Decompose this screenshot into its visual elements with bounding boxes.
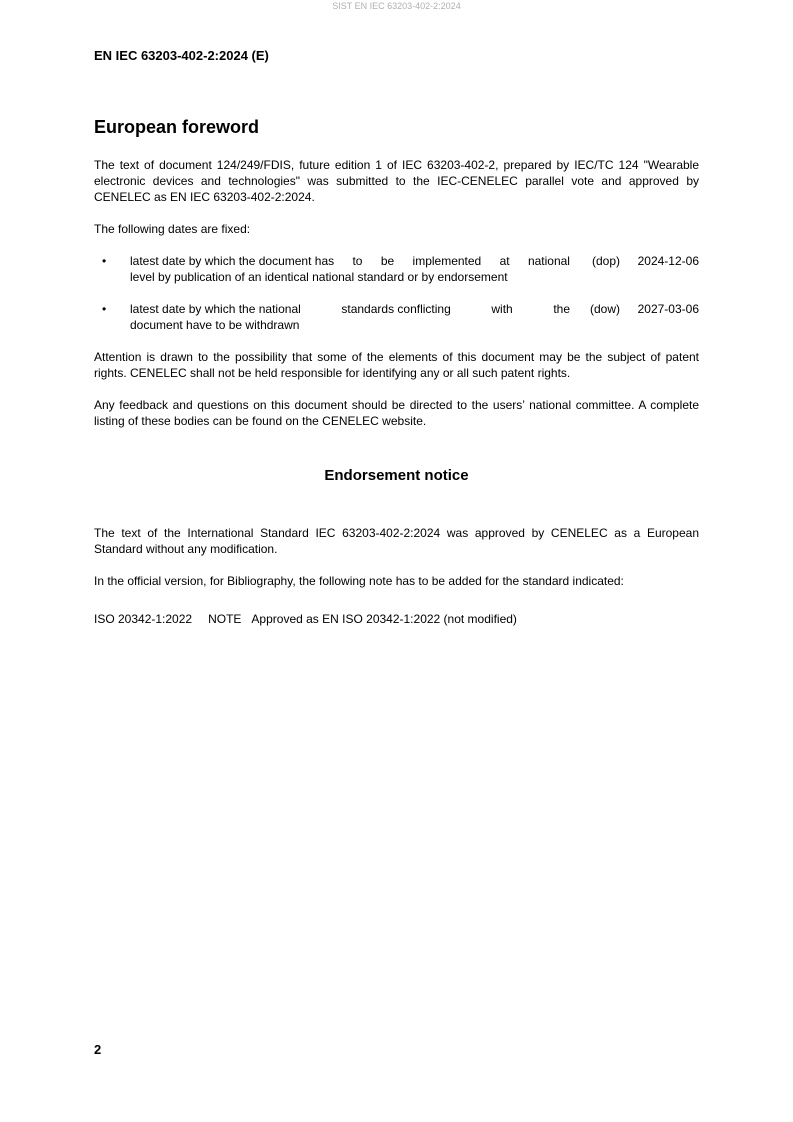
date-word: national [527, 254, 570, 268]
date-word: to [352, 254, 363, 268]
fixed-dates-list [94, 253, 699, 333]
standard-reference: ISO 20342-1:2022 [94, 612, 193, 626]
date-description-line1 [130, 253, 570, 269]
date-word: at [499, 254, 510, 268]
date-word: with [491, 302, 513, 316]
bullet-icon: • [102, 254, 107, 268]
date-word: the [553, 302, 570, 316]
date-word: be [380, 254, 395, 268]
document-id-header: EN IEC 63203-402-2:2024 (E) [94, 48, 269, 63]
foreword-intro-paragraph: The text of document 124/249/FDIS, future edition 1 of IEC 63203-402-2, prepared by IEC/TC 124 "Wearable electronic devices and technologies" was submitted to the IEC-CENELEC parallel vote and approved by CENELEC as EN IEC 63203-402-2:2024. [94, 158, 699, 204]
date-description-line1 [130, 301, 570, 317]
date-word: implemented [412, 254, 482, 268]
patent-attention-paragraph: Attention is drawn to the possibility that some of the elements of this document may be the subject of patent rights. CENELEC shall not be held responsible for identifying any or all such patent rights. [94, 350, 699, 380]
feedback-paragraph: Any feedback and questions on this document should be directed to the users’ national committee. A complete listing of these bodies can be found on the CENELEC website. [94, 398, 699, 428]
date-word: latest date by which the document has [130, 254, 335, 268]
endorsement-text-paragraph: The text of the International Standard IEC 63203-402-2:2024 was approved by CENELEC as a European Standard without any modification. [94, 526, 699, 556]
date-code: (dow) [589, 302, 620, 316]
dates-intro-paragraph: The following dates are fixed: [94, 222, 251, 236]
watermark: SIST EN IEC 63203-402-2:2024 [332, 1, 461, 11]
date-description-line2: level by publication of an identical national standard or by endorsement [130, 270, 508, 284]
date-description [130, 253, 570, 285]
endorsement-notice-title: Endorsement notice [324, 467, 469, 484]
european-foreword-title: European foreword [94, 117, 260, 137]
note-text: Approved as EN ISO 20342-1:2022 (not modified) [251, 612, 517, 626]
date-item-dow [94, 301, 699, 333]
page-number: 2 [94, 1042, 102, 1057]
date-word: latest date by which the national [130, 302, 301, 316]
date-value: 2024-12-06 [637, 254, 699, 268]
note-label: NOTE [208, 612, 242, 626]
bibliography-entry [94, 611, 699, 627]
date-word: standards conflicting [341, 302, 451, 316]
date-item-dop [94, 253, 699, 285]
date-value: 2027-03-06 [637, 302, 699, 316]
page-content [94, 116, 699, 627]
date-description [130, 301, 570, 333]
bullet-icon: • [102, 302, 107, 316]
date-code: (dop) [591, 254, 620, 268]
bibliography-note-paragraph: In the official version, for Bibliography, the following note has to be added for the standard indicated: [94, 574, 624, 588]
date-description-line2: document have to be withdrawn [130, 318, 300, 332]
